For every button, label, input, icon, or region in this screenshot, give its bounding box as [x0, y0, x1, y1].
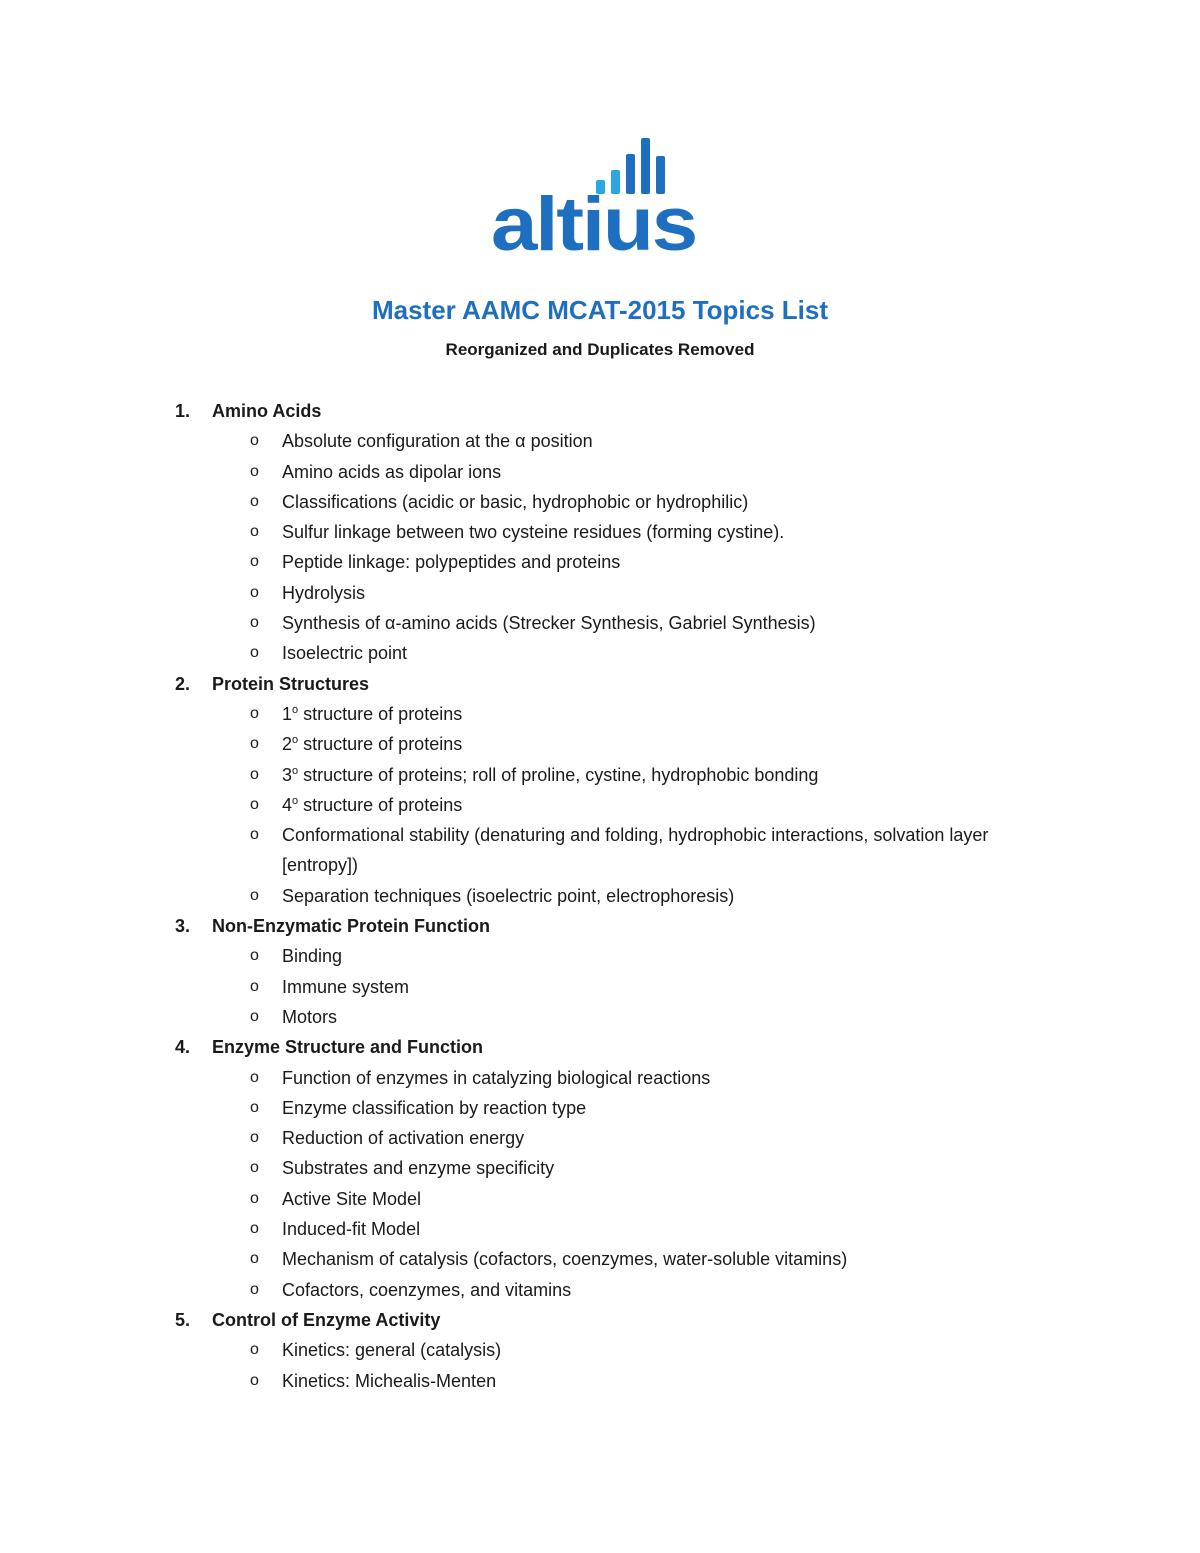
subtopic-text: Cofactors, coenzymes, and vitamins: [282, 1279, 572, 1300]
subtopic-text: Conformational stability (denaturing and folding, hydrophobic interactions, solvation layer [entropy]): [282, 825, 989, 876]
subtopic-text: Peptide linkage: polypeptides and proteins: [282, 552, 621, 573]
bullet-icon: o: [250, 1007, 259, 1025]
subtopic-item: [175, 426, 1055, 456]
degree-superscript: o: [292, 764, 299, 777]
subtopic-item: [175, 487, 1055, 517]
topic-heading: [175, 911, 1055, 941]
bullet-icon: o: [250, 886, 259, 904]
bullet-icon: o: [250, 1159, 259, 1177]
subtopic-item: [175, 1153, 1055, 1183]
topic-section: [175, 396, 1055, 669]
subtopic-item: [175, 790, 1055, 820]
subtopic-text: Synthesis of α-amino acids (Strecker Synthesis, Gabriel Synthesis): [282, 613, 816, 634]
subtopic-item: [175, 547, 1055, 577]
structure-order-number: 4: [282, 794, 293, 815]
subtopic-list: [175, 941, 1055, 1032]
structure-order-number: 3: [282, 764, 293, 785]
subtopic-list: [175, 699, 1055, 911]
subtopic-item: [175, 457, 1055, 487]
bullet-icon: o: [250, 614, 259, 632]
topic-section: [175, 1032, 1055, 1305]
bullet-icon: o: [250, 1129, 259, 1147]
subtopic-item: [175, 729, 1055, 759]
topic-heading: [175, 396, 1055, 426]
subtopic-text: Reduction of activation energy: [282, 1128, 525, 1149]
subtopic-item: [175, 608, 1055, 638]
subtopic-text: Amino acids as dipolar ions: [282, 461, 502, 482]
subtopic-item: [175, 1214, 1055, 1244]
bullet-icon: o: [250, 735, 259, 753]
topic-number: 4.: [175, 1037, 191, 1058]
bullet-icon: o: [250, 1220, 259, 1238]
topic-heading: [175, 669, 1055, 699]
page-title: Master AAMC MCAT-2015 Topics List: [371, 295, 829, 325]
bullet-icon: o: [250, 1371, 259, 1389]
topic-heading: [175, 1305, 1055, 1335]
structure-description: structure of proteins; roll of proline, cystine, hydrophobic bonding: [298, 764, 819, 785]
subtopic-item: [175, 1366, 1055, 1396]
subtopic-item: [175, 1002, 1055, 1032]
topic-number: 2.: [175, 673, 191, 694]
topics-list: [175, 396, 1055, 1396]
subtopic-text: Substrates and enzyme specificity: [282, 1158, 555, 1179]
structure-description: structure of proteins: [298, 703, 463, 724]
subtopic-list: [175, 1335, 1055, 1396]
subtopic-text: Induced-fit Model: [282, 1219, 421, 1240]
topic-number: 3.: [175, 916, 191, 937]
structure-order-number: 1: [282, 703, 293, 724]
subtopic-item: [175, 1093, 1055, 1123]
structure-order-number: 2: [282, 734, 293, 755]
subtopic-item: [175, 972, 1055, 1002]
subtopic-text: Kinetics: general (catalysis): [282, 1340, 502, 1361]
subtopic-list: [175, 1063, 1055, 1305]
topic-title: Non-Enzymatic Protein Function: [212, 916, 491, 937]
topic-number: 1.: [175, 401, 191, 421]
subtopic-text: Absolute configuration at the α position: [282, 431, 593, 452]
topic-section: [175, 911, 1055, 1032]
subtopic-item: [175, 638, 1055, 668]
bullet-icon: o: [250, 1280, 259, 1298]
bullet-icon: o: [250, 947, 259, 965]
subtopic-text: [282, 704, 462, 724]
subtopic-item: [175, 578, 1055, 608]
subtopic-text: Separation techniques (isoelectric point, electrophoresis): [282, 885, 735, 906]
subtopic-text: [282, 734, 462, 754]
subtopic-item: [175, 1063, 1055, 1093]
bullet-icon: o: [250, 826, 259, 844]
subtopic-item: [175, 517, 1055, 547]
topic-title: Enzyme Structure and Function: [212, 1037, 484, 1058]
logo-wordmark: altius: [491, 182, 696, 254]
subtopic-item: [175, 1335, 1055, 1365]
altius-logo: [490, 136, 700, 254]
subtopic-text: Classifications (acidic or basic, hydrophobic or hydrophilic): [282, 491, 749, 512]
topic-heading: [175, 1032, 1055, 1062]
bullet-icon: o: [250, 795, 259, 813]
bullet-icon: o: [250, 977, 259, 995]
subtopic-list: [175, 426, 1055, 668]
bullet-icon: o: [250, 765, 259, 783]
topic-number: 5.: [175, 1309, 191, 1330]
bullet-icon: o: [250, 583, 259, 601]
subtopic-item: [175, 941, 1055, 971]
subtopic-item: [175, 820, 1055, 881]
bullet-icon: o: [250, 644, 259, 662]
subtopic-text: Kinetics: Michealis-Menten: [282, 1370, 497, 1391]
topic-title: Control of Enzyme Activity: [212, 1309, 441, 1330]
bullet-icon: o: [250, 704, 259, 722]
subtopic-item: [175, 881, 1055, 911]
bullet-icon: o: [250, 1250, 259, 1268]
subtopic-text: Mechanism of catalysis (cofactors, coenzymes, water-soluble vitamins): [282, 1249, 848, 1270]
bullet-icon: o: [250, 1098, 259, 1116]
bullet-icon: o: [250, 432, 259, 450]
subtopic-text: [282, 795, 462, 815]
degree-superscript: o: [292, 734, 299, 747]
altius-logo-graphic: [490, 136, 700, 254]
subtopic-text: Binding: [282, 946, 343, 967]
subtopic-text: [282, 765, 818, 785]
subtopic-item: [175, 699, 1055, 729]
structure-description: structure of proteins: [298, 734, 463, 755]
subtopic-item: [175, 1123, 1055, 1153]
subtopic-item: [175, 1184, 1055, 1214]
topic-section: [175, 1305, 1055, 1396]
bullet-icon: o: [250, 1189, 259, 1207]
subtopic-text: Immune system: [282, 976, 410, 997]
subtopic-item: [175, 760, 1055, 790]
bullet-icon: o: [250, 1341, 259, 1359]
bullet-icon: o: [250, 523, 259, 541]
topic-title: Protein Structures: [212, 673, 370, 694]
structure-description: structure of proteins: [298, 794, 463, 815]
subtopic-item: [175, 1244, 1055, 1274]
topic-title: Amino Acids: [212, 401, 322, 421]
bullet-icon: o: [250, 553, 259, 571]
subtopic-text: Active Site Model: [282, 1188, 422, 1209]
page-subtitle: Reorganized and Duplicates Removed: [445, 340, 755, 359]
bullet-icon: o: [250, 492, 259, 510]
subtopic-text: Enzyme classification by reaction type: [282, 1097, 587, 1118]
degree-superscript: o: [292, 703, 299, 716]
topic-section: [175, 669, 1055, 911]
subtopic-item: [175, 1275, 1055, 1305]
bullet-icon: o: [250, 462, 259, 480]
subtopic-text: Motors: [282, 1006, 338, 1027]
subtopic-text: Isoelectric point: [282, 643, 408, 664]
subtopic-text: Sulfur linkage between two cysteine residues (forming cystine).: [282, 522, 785, 543]
degree-superscript: o: [292, 794, 299, 807]
subtopic-text: Function of enzymes in catalyzing biological reactions: [282, 1067, 711, 1088]
subtopic-text: Hydrolysis: [282, 582, 366, 603]
bullet-icon: o: [250, 1068, 259, 1086]
